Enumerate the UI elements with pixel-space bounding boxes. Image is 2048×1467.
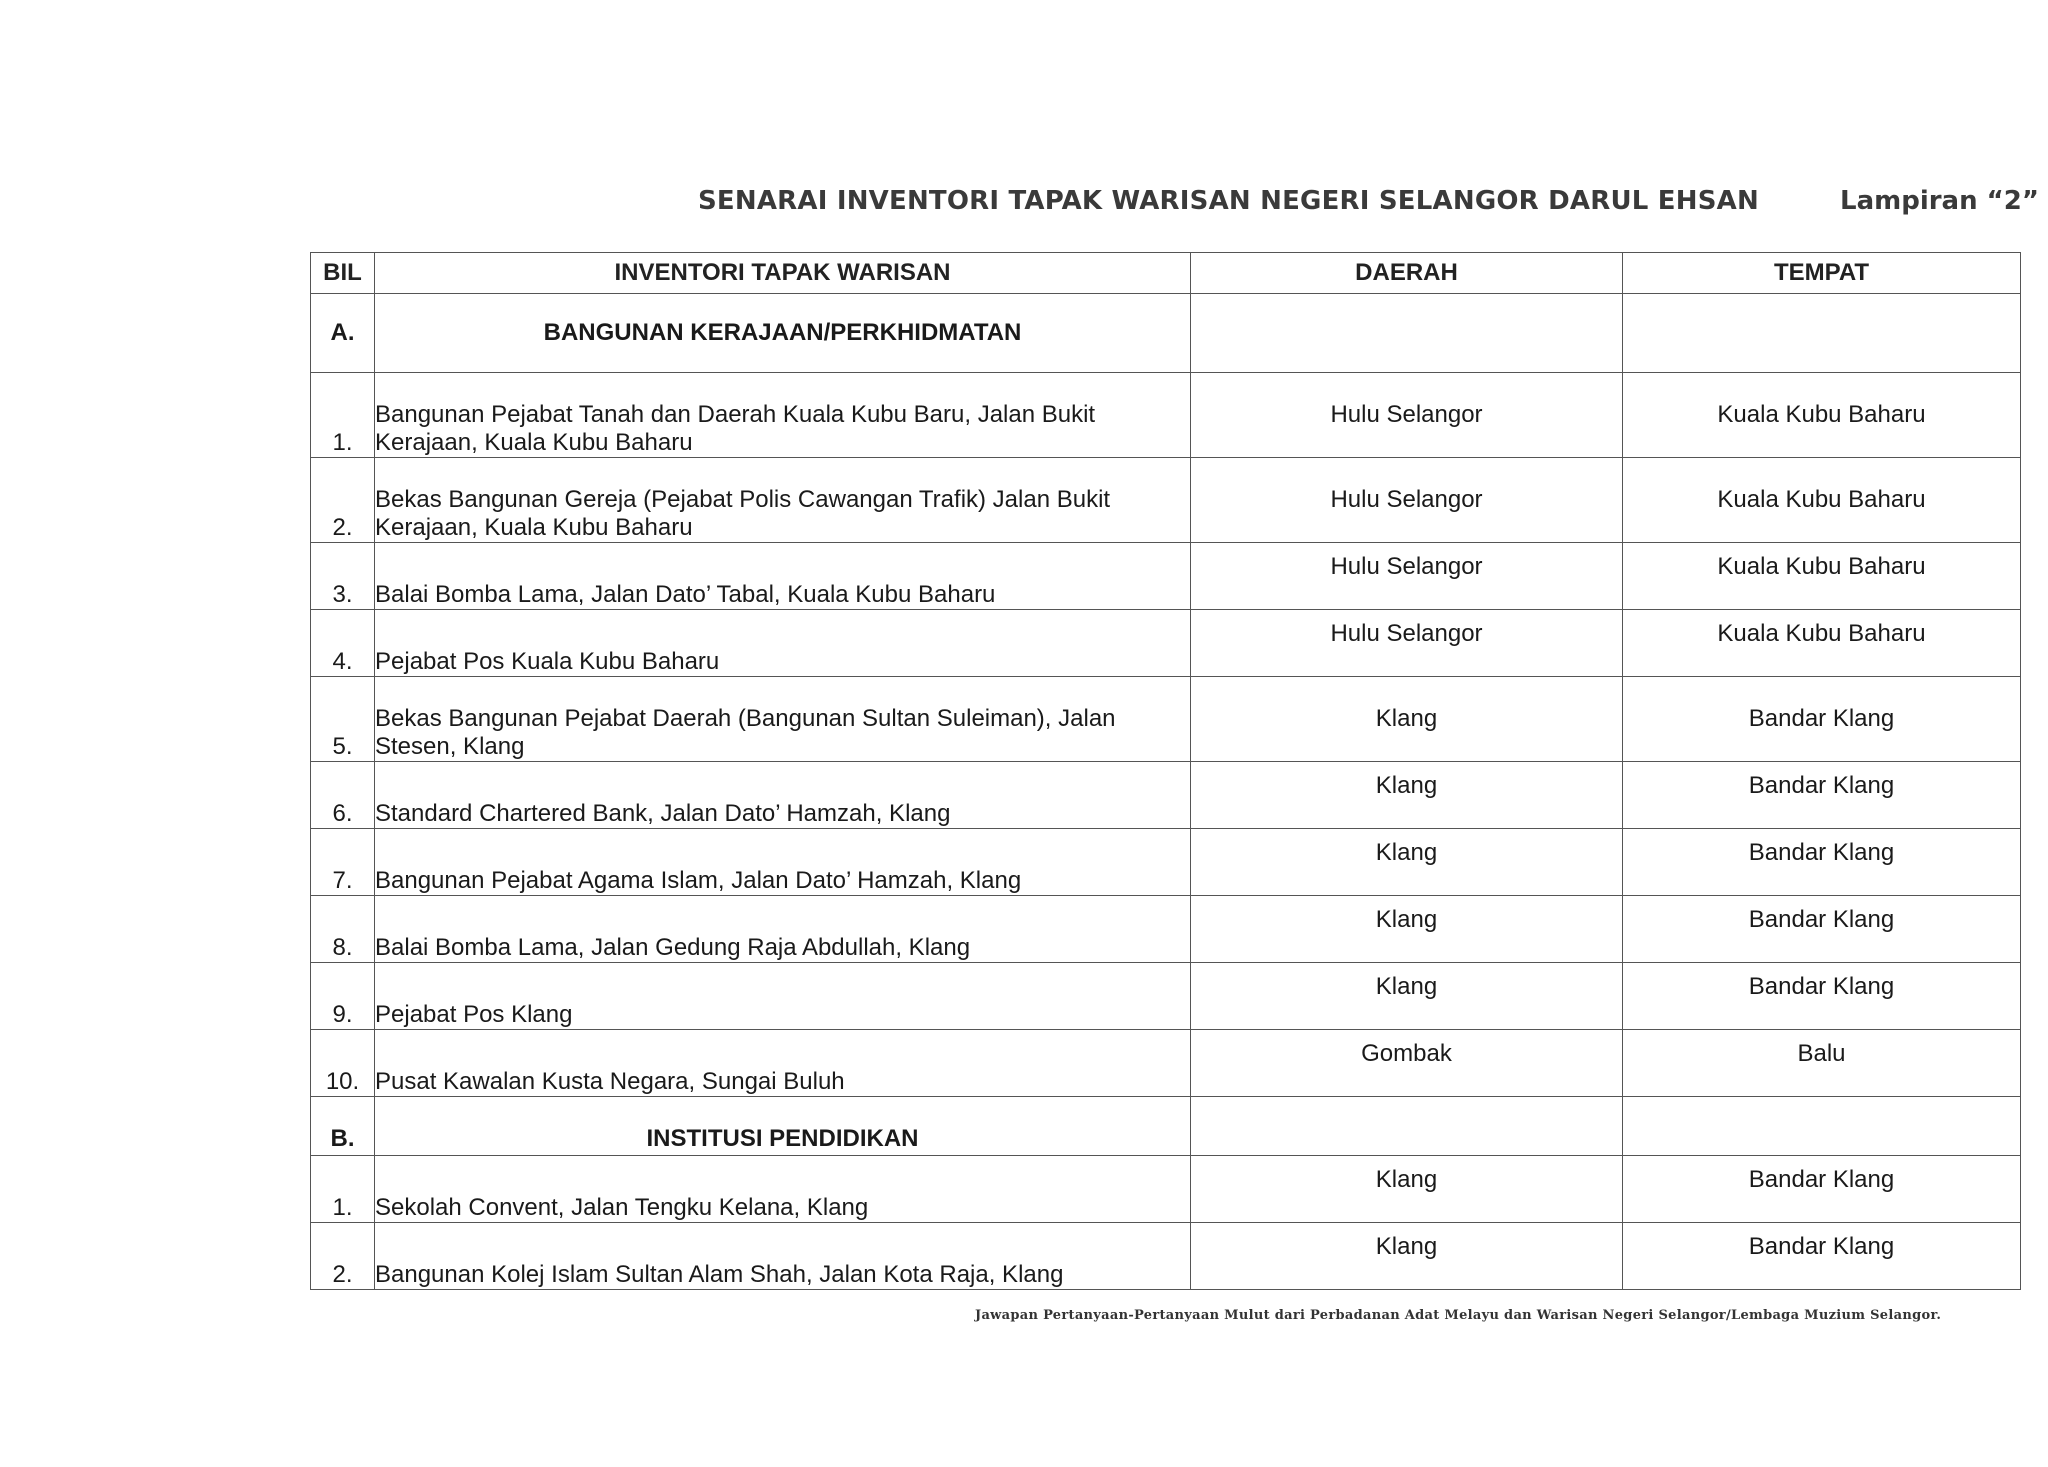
section-code: A.: [311, 294, 375, 373]
place-cell: Kuala Kubu Baharu: [1623, 458, 2021, 543]
inventory-cell: Bangunan Pejabat Agama Islam, Jalan Dato’ Hamzah, Klang: [375, 829, 1191, 896]
place-cell: Bandar Klang: [1623, 762, 2021, 829]
table-row: [311, 829, 2021, 896]
inventory-cell: Bangunan Kolej Islam Sultan Alam Shah, Jalan Kota Raja, Klang: [375, 1223, 1191, 1290]
district-cell: Hulu Selangor: [1191, 458, 1623, 543]
place-cell: Bandar Klang: [1623, 677, 2021, 762]
district-cell: Klang: [1191, 1156, 1623, 1223]
place-cell: [1623, 294, 2021, 373]
table-row: [311, 610, 2021, 677]
table-row: [311, 458, 2021, 543]
table-row: [311, 896, 2021, 963]
header-inventory: INVENTORI TAPAK WARISAN: [375, 253, 1191, 294]
district-cell: Klang: [1191, 963, 1623, 1030]
table-row: [311, 1156, 2021, 1223]
inventory-cell: Bekas Bangunan Pejabat Daerah (Bangunan Sultan Suleiman), Jalan Stesen, Klang: [375, 677, 1191, 762]
appendix-label: Lampiran “2”: [1840, 186, 2039, 216]
section-code: B.: [311, 1097, 375, 1156]
district-cell: Klang: [1191, 677, 1623, 762]
table-row: [311, 762, 2021, 829]
inventory-cell: Bekas Bangunan Gereja (Pejabat Polis Cawangan Trafik) Jalan Bukit Kerajaan, Kuala Kubu Baharu: [375, 458, 1191, 543]
bil-cell: 1.: [311, 1156, 375, 1223]
inventory-cell: Pusat Kawalan Kusta Negara, Sungai Buluh: [375, 1030, 1191, 1097]
inventory-cell: Balai Bomba Lama, Jalan Dato’ Tabal, Kuala Kubu Baharu: [375, 543, 1191, 610]
place-cell: Balu: [1623, 1030, 2021, 1097]
bil-cell: 1.: [311, 373, 375, 458]
place-cell: Kuala Kubu Baharu: [1623, 610, 2021, 677]
section-b-row: [311, 1097, 2021, 1156]
table-header-row: [311, 253, 2021, 294]
place-cell: Bandar Klang: [1623, 1223, 2021, 1290]
inventory-cell: Pejabat Pos Kuala Kubu Baharu: [375, 610, 1191, 677]
inventory-cell: Bangunan Pejabat Tanah dan Daerah Kuala Kubu Baru, Jalan Bukit Kerajaan, Kuala Kubu Baharu: [375, 373, 1191, 458]
district-cell: Klang: [1191, 896, 1623, 963]
bil-cell: 8.: [311, 896, 375, 963]
heritage-inventory-table: [310, 252, 2021, 1290]
table-row: [311, 1030, 2021, 1097]
district-cell: Hulu Selangor: [1191, 543, 1623, 610]
place-cell: Kuala Kubu Baharu: [1623, 373, 2021, 458]
place-cell: Bandar Klang: [1623, 829, 2021, 896]
inventory-cell: Standard Chartered Bank, Jalan Dato’ Hamzah, Klang: [375, 762, 1191, 829]
section-label: BANGUNAN KERAJAAN/PERKHIDMATAN: [375, 294, 1191, 373]
bil-cell: 10.: [311, 1030, 375, 1097]
bil-cell: 4.: [311, 610, 375, 677]
bil-cell: 6.: [311, 762, 375, 829]
table-row: [311, 543, 2021, 610]
district-cell: Hulu Selangor: [1191, 610, 1623, 677]
district-cell: Hulu Selangor: [1191, 373, 1623, 458]
bil-cell: 7.: [311, 829, 375, 896]
district-cell: Gombak: [1191, 1030, 1623, 1097]
header-place: TEMPAT: [1623, 253, 2021, 294]
document-title: SENARAI INVENTORI TAPAK WARISAN NEGERI SELANGOR DARUL EHSAN: [698, 186, 1759, 216]
district-cell: [1191, 1097, 1623, 1156]
place-cell: Bandar Klang: [1623, 896, 2021, 963]
inventory-cell: Sekolah Convent, Jalan Tengku Kelana, Klang: [375, 1156, 1191, 1223]
table-row: [311, 677, 2021, 762]
header-bil: BIL: [311, 253, 375, 294]
district-cell: Klang: [1191, 829, 1623, 896]
bil-cell: 9.: [311, 963, 375, 1030]
table-row: [311, 963, 2021, 1030]
bil-cell: 2.: [311, 458, 375, 543]
section-label: INSTITUSI PENDIDIKAN: [375, 1097, 1191, 1156]
inventory-cell: Pejabat Pos Klang: [375, 963, 1191, 1030]
section-a-row: [311, 294, 2021, 373]
table-row: [311, 373, 2021, 458]
place-cell: Bandar Klang: [1623, 963, 2021, 1030]
footer-source-note: Jawapan Pertanyaan-Pertanyaan Mulut dari Perbadanan Adat Melayu dan Warisan Negeri Selangor/Lembaga Muzium Selangor.: [975, 1308, 1942, 1323]
place-cell: Bandar Klang: [1623, 1156, 2021, 1223]
table-row: [311, 1223, 2021, 1290]
header-district: DAERAH: [1191, 253, 1623, 294]
bil-cell: 3.: [311, 543, 375, 610]
bil-cell: 2.: [311, 1223, 375, 1290]
place-cell: Kuala Kubu Baharu: [1623, 543, 2021, 610]
bil-cell: 5.: [311, 677, 375, 762]
district-cell: Klang: [1191, 1223, 1623, 1290]
place-cell: [1623, 1097, 2021, 1156]
district-cell: [1191, 294, 1623, 373]
district-cell: Klang: [1191, 762, 1623, 829]
inventory-cell: Balai Bomba Lama, Jalan Gedung Raja Abdullah, Klang: [375, 896, 1191, 963]
